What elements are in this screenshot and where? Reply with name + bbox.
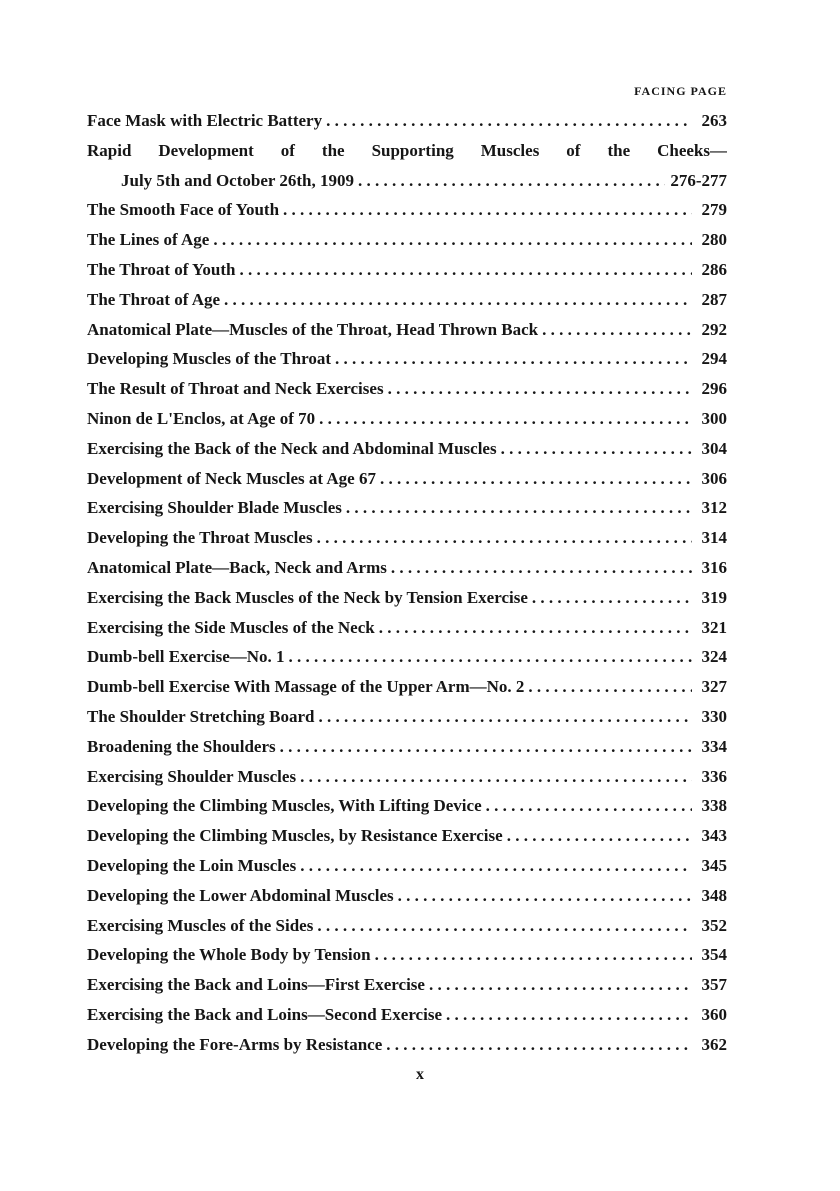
entry-page-number: 286 [701, 259, 727, 279]
entry-title: Rapid Development of the Supporting Muscles of the Cheeks— [87, 140, 727, 160]
entry-title: The Result of Throat and Neck Exercises [87, 379, 384, 399]
entry-page-number: 324 [701, 647, 727, 667]
entry-page-number: 352 [701, 915, 727, 935]
entry-page-number: 362 [701, 1034, 727, 1054]
entry-page-number: 280 [701, 230, 727, 250]
dot-leader [375, 940, 692, 970]
entry-title: Developing the Climbing Muscles, With Lifting Device [87, 796, 482, 816]
entry-page-number: 348 [701, 885, 727, 905]
list-item [87, 642, 727, 672]
entry-page-number: 263 [701, 111, 727, 130]
list-item [87, 523, 727, 553]
entry-page-number: 345 [701, 855, 727, 875]
dot-leader [317, 523, 692, 553]
entry-title: Developing the Climbing Muscles, by Resistance Exercise [87, 826, 503, 846]
list-item [87, 613, 727, 643]
dot-leader [239, 255, 692, 285]
entry-title: Exercising the Side Muscles of the Neck [87, 617, 375, 637]
facing-page-header: FACING PAGE [634, 84, 727, 98]
dot-leader [532, 583, 692, 613]
list-item [87, 940, 727, 970]
entry-page-number: 292 [701, 319, 727, 339]
dot-leader [319, 702, 693, 732]
dot-leader [289, 642, 692, 672]
entry-title: Broadening the Shoulders [87, 736, 276, 756]
dot-leader [280, 732, 692, 762]
entry-page-number: 296 [701, 379, 727, 399]
list-item [87, 851, 727, 881]
entry-page-number: 287 [701, 289, 727, 309]
dot-leader [486, 791, 692, 821]
list-item [87, 732, 727, 762]
dot-leader [224, 285, 692, 315]
entry-title: Developing the Throat Muscles [87, 528, 313, 548]
dot-leader [388, 374, 692, 404]
entry-title: Developing Muscles of the Throat [87, 349, 331, 369]
list-item [87, 106, 727, 136]
entry-title: The Throat of Age [87, 289, 221, 309]
entry-title: Exercising the Back of the Neck and Abdominal Muscles [87, 438, 497, 458]
illustrations-list [87, 106, 727, 1060]
entry-page-number: 316 [701, 557, 727, 577]
entry-title: Developing the Lower Abdominal Muscles [87, 885, 394, 905]
entry-title: The Smooth Face of Youth [87, 200, 280, 220]
dot-leader [507, 821, 692, 851]
entry-title: The Shoulder Stretching Board [87, 706, 315, 726]
dot-leader [379, 613, 692, 643]
dot-leader [213, 225, 692, 255]
list-item [87, 344, 727, 374]
entry-title: Exercising Muscles of the Sides [87, 915, 314, 935]
list-item [87, 791, 727, 821]
dot-leader [335, 344, 692, 374]
dot-leader [528, 672, 692, 702]
entry-title: The Lines of Age [87, 230, 210, 250]
list-item [87, 166, 727, 196]
entry-page-number: 327 [701, 677, 727, 697]
dot-leader [317, 911, 692, 941]
entry-page-number: 294 [701, 349, 727, 369]
entry-page-number: 336 [701, 766, 727, 786]
entry-page-number: 354 [701, 945, 727, 965]
entry-page-number: 338 [701, 796, 727, 816]
list-item [87, 553, 727, 583]
dot-leader [326, 106, 692, 136]
dot-leader [380, 464, 692, 494]
list-item [87, 1000, 727, 1030]
entry-page-number: 276-277 [670, 170, 727, 190]
entry-page-number: 334 [701, 736, 727, 756]
entry-title: Exercising Shoulder Muscles [87, 766, 297, 786]
list-item [87, 493, 727, 523]
entry-page-number: 304 [701, 438, 727, 458]
entry-title: July 5th and October 26th, 1909 [121, 170, 354, 190]
entry-title: Dumb-bell Exercise—No. 1 [87, 647, 285, 667]
entry-title: Face Mask with Electric Battery [87, 111, 323, 130]
list-item [87, 374, 727, 404]
entry-page-number: 314 [701, 528, 727, 548]
list-item [87, 881, 727, 911]
dot-leader [300, 851, 692, 881]
dot-leader [283, 195, 692, 225]
entry-title: Anatomical Plate—Back, Neck and Arms [87, 557, 387, 577]
list-item [87, 255, 727, 285]
list-item [87, 821, 727, 851]
dot-leader [319, 404, 692, 434]
list-item [87, 315, 727, 345]
dot-leader [429, 970, 692, 1000]
list-item [87, 970, 727, 1000]
entry-title: Exercising the Back and Loins—First Exercise [87, 975, 425, 995]
entry-page-number: 312 [701, 498, 727, 518]
list-item [87, 672, 727, 702]
list-item [87, 762, 727, 792]
list-item [87, 404, 727, 434]
entry-page-number: 357 [701, 975, 727, 995]
list-item [87, 225, 727, 255]
dot-leader [446, 1000, 692, 1030]
entry-title: The Throat of Youth [87, 259, 236, 279]
list-item [87, 702, 727, 732]
entry-page-number: 321 [701, 617, 727, 637]
dot-leader [386, 1030, 692, 1060]
entry-title: Exercising Shoulder Blade Muscles [87, 498, 342, 518]
entry-title: Developing the Loin Muscles [87, 855, 297, 875]
entry-page-number: 330 [701, 706, 727, 726]
list-item [87, 911, 727, 941]
entry-title: Anatomical Plate—Muscles of the Throat, Head Thrown Back [87, 319, 539, 339]
dot-leader [346, 493, 692, 523]
dot-leader [358, 166, 665, 196]
entry-title: Development of Neck Muscles at Age 67 [87, 468, 376, 488]
page-folio: x [416, 1066, 424, 1083]
dot-leader [501, 434, 692, 464]
entry-title: Ninon de L'Enclos, at Age of 70 [87, 408, 316, 428]
entry-title: Exercising the Back Muscles of the Neck by Tension Exercise [87, 587, 528, 607]
entry-page-number: 300 [701, 408, 727, 428]
dot-leader [398, 881, 692, 911]
dot-leader [542, 315, 692, 345]
list-item [87, 285, 727, 315]
entry-page-number: 319 [701, 587, 727, 607]
list-item [87, 464, 727, 494]
list-item [87, 136, 727, 166]
entry-title: Developing the Fore-Arms by Resistance [87, 1034, 383, 1054]
dot-leader [391, 553, 692, 583]
entry-title: Exercising the Back and Loins—Second Exercise [87, 1004, 442, 1024]
list-item [87, 1030, 727, 1060]
list-item [87, 195, 727, 225]
entry-page-number: 306 [701, 468, 727, 488]
dot-leader [300, 762, 692, 792]
entry-page-number: 343 [701, 826, 727, 846]
entry-title: Dumb-bell Exercise With Massage of the Upper Arm—No. 2 [87, 677, 525, 697]
entry-page-number: 279 [701, 200, 727, 220]
entry-page-number: 360 [701, 1004, 727, 1024]
list-item [87, 583, 727, 613]
list-item [87, 434, 727, 464]
entry-title: Developing the Whole Body by Tension [87, 945, 371, 965]
